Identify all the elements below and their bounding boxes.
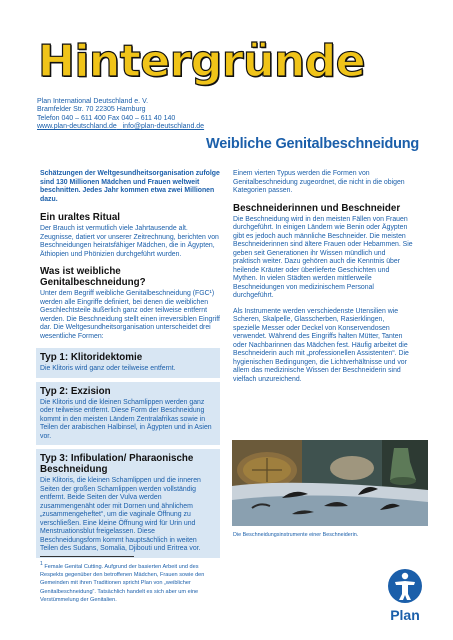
type-1-text: Die Klitoris wird ganz oder teilweise entfernt. [40, 365, 176, 372]
fourth-type-paragraph: Einem vierten Typus werden die Formen von Genitalbeschneidung zugeordnet, die nicht in die obigen Kategorien passen. [233, 170, 405, 194]
instruments-photo-illustration [232, 440, 428, 526]
document-title: Weibliche Genitalbeschneidung [206, 136, 420, 152]
section-heading-practitioners: Beschneiderinnen und Beschneider [233, 202, 401, 214]
footnote-text: Female Genital Cutting. Aufgrund der basierten Arbeit und des Respekts gegenüber den betroffenen Mädchen, Frauen sowie den Gemeinden mit ihren Traditionen spricht Plan von „weiblicher Genitalbeschneidung“. Tatsächlich handelt es sich aber um eine Verstümmelung der Genitalien. [40, 563, 205, 604]
type-box-3 [36, 449, 220, 558]
type-3-text: Die Klitoris, die kleinen Schamlippen und die inneren Seiten der großen Schamlippen werden vollständig entfernt. Beide Seiten der Vulva werden zusammengenäht oder mit Dornen und ähnlichem „zusammengeheftet“, um die vaginale Öffnung zu verschließen. Eine kleine Öffnung wird für Urin und Menstruationsblut freigelassen. Diese Beschneidungsform kommt hauptsächlich in weiten Teilen des Sudans, Somalia, Djibouti und Eritrea vor. [40, 477, 201, 552]
instruments-photo [232, 440, 428, 526]
section-text-ritual: Der Brauch ist vermutlich viele Jahrtausende alt. Zeugnisse, datiert vor unserer Zeitrechnung, berichten von Beschneidungen heiratsfähiger Mädchen, die in Ägypten, Äthiopien und Phönizien durchgeführt wurden. [40, 225, 219, 258]
org-phone: Telefon 040 – 611 400 Fax 040 – 611 40 140 [37, 114, 176, 122]
section-text-definition: Unter dem Begriff weibliche Genitalbeschneidung (FGC¹) werden alle Eingriffe definiert, bei denen die weiblichen Geschlechtsteile äußerlich ganz oder teilweise entfernt werden. Die Beschneidung stellt einen irreversiblen Eingriff dar. Die Weltgesundheitsorganisation unterscheidet drei wesentliche Formen: [40, 290, 220, 340]
page-title: Hintergründe [38, 36, 365, 87]
footnote-divider [40, 556, 134, 557]
section-heading-ritual: Ein uraltes Ritual [40, 212, 121, 223]
plan-logo-text: Plan [390, 607, 420, 623]
organization-address [37, 98, 204, 132]
type-box-1 [36, 348, 220, 378]
practitioners-text-1: Die Beschneidung wird in den meisten Fällen von Frauen durchgeführt. In einigen Ländern wie Benin oder Ägypten gibt es jedoch auch männliche Beschneider. Die meisten Beschneiderinnen sind ältere Frauen oder Hebammen. Sie geben seit Generationen ihr Wissen mündlich und praktisch weiter. Dazu gehören auch die Kenntnis über heilende Kräuter oder überlieferte Geschichten und Mythen. In vielen Städten werden mittlerweile Beschneidungen von medizinischem Personal durchgeführt. [233, 215, 413, 299]
right-column [233, 170, 413, 391]
practitioners-text-2: Als Instrumente werden verschiedenste Utensilien wie Scheren, Skalpelle, Glasscherben, Rasierklingen, spezielle Messer oder Deckel von Konservendosen verwendet. Während des Eingriffs halten Mütter, Tanten oder Nachbarinnen das Mädchen fest. Häufig arbeitet die Beschneiderin auch mit „professionellen Assistenten“. Die hygienischen Bedingungen, die Lichtverhältnisse und vor allem das medizinische Wissen der Beschneiderin sind vielfach unzureichend. [233, 307, 409, 383]
footnote [40, 560, 222, 604]
email-link[interactable]: info@plan-deutschland.de [122, 123, 205, 131]
footnote-mark: 1 [40, 561, 43, 567]
type-2-heading: Typ 2: Exzision [40, 385, 111, 397]
left-column [40, 170, 220, 562]
type-2-text: Die Klitoris und die kleinen Schamlippen werden ganz oder teilweise entfernt. Diese Form der Beschneidung kommt in den meisten Ländern Zentralafrikas sowie in Teilen der arabischen Halbinsel, in Ägypten und in Asien vor. [40, 398, 212, 440]
org-links [37, 123, 204, 131]
lead-paragraph: Schätzungen der Weltgesundheitsorganisation zufolge sind 130 Millionen Mädchen und Frauen weltweit beschnitten. Jedes Jahr kommen etwa zwei Millionen dazu. [40, 170, 220, 203]
photo-caption: Die Beschneidungsinstrumente einer Beschneiderin. [233, 532, 359, 538]
org-name: Plan International Deutschland e. V. [37, 98, 149, 105]
plan-logo-icon [381, 566, 429, 626]
org-street: Bramfelder Str. 70 22305 Hamburg [37, 106, 146, 114]
plan-logo [381, 566, 429, 626]
type-3-heading: Typ 3: Infibulation/ Pharaonische Beschneidung [40, 453, 194, 475]
section-heading-definition: Was ist weibliche Genitalbeschneidung? [40, 266, 146, 288]
type-1-heading: Typ 1: Klitoridektomie [40, 352, 143, 363]
type-box-2 [36, 382, 220, 446]
website-link[interactable]: www.plan-deutschland.de [37, 123, 117, 131]
